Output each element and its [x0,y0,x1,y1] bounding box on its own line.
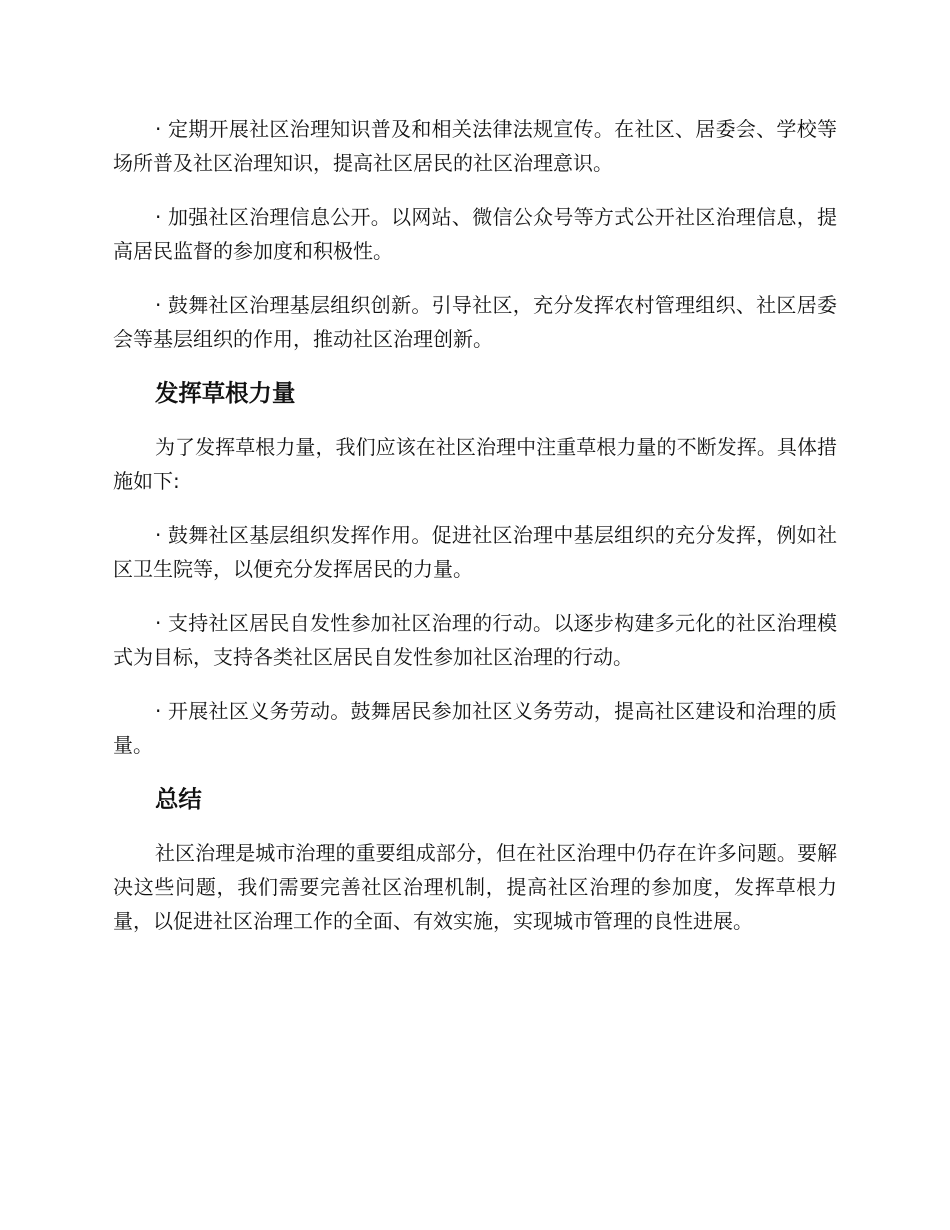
bullet-paragraph-resident-participation: · 支持社区居民自发性参加社区治理的行动。以逐步构建多元化的社区治理模式为目标，支持各类社区居民自发性参加社区治理的行动。 [113,611,837,669]
bullet-paragraph-volunteer-labor: · 开展社区义务劳动。鼓舞居民参加社区义务劳动，提高社区建设和治理的质量。 [113,699,837,757]
bullet-paragraph-grassroots-innovation: · 鼓舞社区治理基层组织创新。引导社区，充分发挥农村管理组织、社区居委会等基层组织的作用，推动社区治理创新。 [113,293,837,351]
section-heading-grassroots: 发挥草根力量 [155,379,296,407]
bullet-paragraph-law-publicity: · 定期开展社区治理知识普及和相关法律法规宣传。在社区、居委会、学校等场所普及社区治理知识，提高社区居民的社区治理意识。 [113,117,837,175]
summary-paragraph: 社区治理是城市治理的重要组成部分，但在社区治理中仍存在许多问题。要解决这些问题，我们需要完善社区治理机制，提高社区治理的参加度，发挥草根力量，以促进社区治理工作的全面、有效实施，实现城市管理的良性进展。 [113,841,837,933]
bullet-paragraph-organizations: · 鼓舞社区基层组织发挥作用。促进社区治理中基层组织的充分发挥，例如社区卫生院等，以便充分发挥居民的力量。 [113,523,837,581]
bullet-paragraph-info-disclosure: · 加强社区治理信息公开。以网站、微信公众号等方式公开社区治理信息，提高居民监督的参加度和积极性。 [113,205,837,263]
section-heading-summary: 总结 [155,785,202,813]
intro-paragraph-grassroots: 为了发挥草根力量，我们应该在社区治理中注重草根力量的不断发挥。具体措施如下: [113,435,837,493]
document-body [113,112,837,958]
